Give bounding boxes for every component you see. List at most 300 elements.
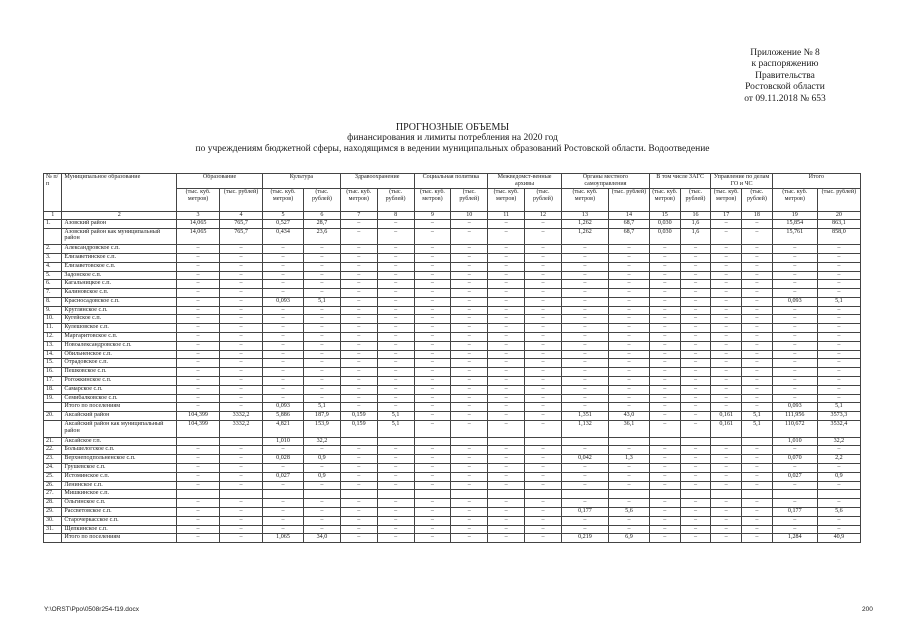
value-cell: – — [263, 333, 304, 342]
value-cell — [817, 490, 860, 499]
value-cell: – — [742, 516, 773, 525]
column-number: 17 — [711, 211, 742, 219]
value-cell: – — [451, 394, 488, 403]
value-cell: 23,6 — [303, 228, 340, 245]
value-cell: – — [649, 525, 680, 534]
value-cell: 36,1 — [608, 421, 649, 438]
value-cell: – — [742, 464, 773, 473]
value-cell: – — [303, 271, 340, 280]
row-number: 28. — [44, 499, 62, 508]
value-cell: – — [340, 297, 377, 306]
value-cell: 43,0 — [608, 412, 649, 421]
table-row — [44, 499, 861, 508]
table-row — [44, 341, 861, 350]
value-cell: – — [561, 472, 608, 481]
row-number: 27. — [44, 490, 62, 499]
value-cell: – — [414, 315, 451, 324]
value-cell: – — [451, 324, 488, 333]
value-cell: – — [608, 341, 649, 350]
value-cell: – — [525, 446, 562, 455]
value-cell: – — [817, 377, 860, 386]
value-cell: – — [772, 253, 817, 262]
value-cell: – — [177, 341, 220, 350]
value-cell: – — [220, 333, 263, 342]
value-cell: – — [220, 508, 263, 517]
value-cell: – — [772, 377, 817, 386]
value-cell: – — [561, 324, 608, 333]
value-cell: – — [649, 297, 680, 306]
header-unit: (тыс. рублей) — [817, 188, 860, 211]
municipality-name: Итого по поселениям — [62, 534, 177, 543]
value-cell: – — [377, 271, 414, 280]
value-cell: – — [817, 315, 860, 324]
value-cell: – — [488, 377, 525, 386]
value-cell: – — [263, 324, 304, 333]
value-cell: – — [177, 280, 220, 289]
value-cell: – — [263, 350, 304, 359]
value-cell: – — [742, 333, 773, 342]
row-number — [44, 228, 62, 245]
value-cell: – — [263, 315, 304, 324]
row-number: 23. — [44, 455, 62, 464]
value-cell: – — [711, 306, 742, 315]
value-cell: – — [451, 385, 488, 394]
value-cell: – — [772, 333, 817, 342]
value-cell: – — [263, 280, 304, 289]
value-cell: – — [303, 377, 340, 386]
value-cell: – — [711, 516, 742, 525]
value-cell: – — [817, 341, 860, 350]
value-cell: 3573,3 — [817, 412, 860, 421]
footer-page-number: 200 — [862, 606, 873, 613]
value-cell: – — [817, 516, 860, 525]
value-cell: – — [414, 508, 451, 517]
value-cell: – — [303, 289, 340, 298]
value-cell: – — [817, 464, 860, 473]
value-cell: – — [711, 253, 742, 262]
value-cell — [414, 437, 451, 446]
value-cell: – — [680, 516, 711, 525]
value-cell: 0,093 — [263, 403, 304, 412]
appendix-line: Приложение № 8 — [750, 48, 820, 58]
value-cell: – — [817, 289, 860, 298]
row-number: 26. — [44, 481, 62, 490]
value-cell: – — [340, 525, 377, 534]
value-cell: – — [711, 403, 742, 412]
value-cell: – — [488, 341, 525, 350]
value-cell: – — [414, 280, 451, 289]
value-cell: – — [377, 499, 414, 508]
value-cell: 3332,2 — [220, 421, 263, 438]
value-cell: – — [742, 306, 773, 315]
value-cell: – — [177, 359, 220, 368]
value-cell: – — [525, 289, 562, 298]
value-cell — [177, 490, 220, 499]
value-cell: – — [649, 262, 680, 271]
value-cell: – — [263, 508, 304, 517]
value-cell: – — [220, 385, 263, 394]
column-number: 4 — [220, 211, 263, 219]
value-cell: – — [220, 245, 263, 254]
row-number: 12. — [44, 333, 62, 342]
value-cell: – — [711, 377, 742, 386]
value-cell: – — [414, 499, 451, 508]
value-cell: – — [608, 403, 649, 412]
value-cell: – — [680, 253, 711, 262]
value-cell: – — [649, 341, 680, 350]
value-cell: 1,6 — [680, 219, 711, 228]
value-cell: – — [488, 315, 525, 324]
value-cell: – — [414, 421, 451, 438]
value-cell: – — [608, 368, 649, 377]
municipality-name: Аксайский район как муниципальный район — [62, 421, 177, 438]
value-cell: – — [680, 472, 711, 481]
value-cell: – — [220, 324, 263, 333]
row-number: 13. — [44, 341, 62, 350]
value-cell: – — [649, 359, 680, 368]
value-cell: – — [680, 315, 711, 324]
column-number: 1 — [44, 211, 62, 219]
value-cell: – — [220, 306, 263, 315]
value-cell: – — [377, 306, 414, 315]
value-cell: – — [742, 446, 773, 455]
value-cell: – — [649, 271, 680, 280]
row-number: 18. — [44, 385, 62, 394]
value-cell — [340, 437, 377, 446]
value-cell: 32,2 — [303, 437, 340, 446]
municipality-name: Елизаветинское с.п. — [62, 253, 177, 262]
value-cell: – — [340, 446, 377, 455]
value-cell: – — [649, 455, 680, 464]
value-cell: – — [711, 472, 742, 481]
value-cell: – — [303, 464, 340, 473]
municipality-name: Ленинское с.п. — [62, 481, 177, 490]
municipality-name: Старочеркасское с.п. — [62, 516, 177, 525]
row-number: 11. — [44, 324, 62, 333]
value-cell — [303, 490, 340, 499]
value-cell: – — [525, 341, 562, 350]
footer-path: Y:\ORST\Ppo\0508r254-f19.docx — [44, 606, 140, 613]
value-cell: – — [177, 446, 220, 455]
value-cell: – — [488, 333, 525, 342]
value-cell: – — [303, 385, 340, 394]
value-cell: 1,6 — [680, 228, 711, 245]
municipality-name: Красносадовское с.п. — [62, 297, 177, 306]
row-number: 7. — [44, 289, 62, 298]
value-cell: – — [414, 333, 451, 342]
value-cell — [772, 490, 817, 499]
header-group: Итого — [772, 174, 860, 189]
value-cell — [488, 437, 525, 446]
table-row — [44, 306, 861, 315]
value-cell: – — [451, 289, 488, 298]
value-cell: 15,761 — [772, 228, 817, 245]
value-cell: – — [220, 464, 263, 473]
value-cell — [742, 490, 773, 499]
value-cell: – — [711, 262, 742, 271]
value-cell: 0,177 — [561, 508, 608, 517]
value-cell: – — [649, 324, 680, 333]
value-cell: – — [742, 525, 773, 534]
value-cell: – — [772, 289, 817, 298]
value-cell: – — [451, 421, 488, 438]
value-cell: 68,7 — [608, 228, 649, 245]
value-cell: – — [377, 280, 414, 289]
value-cell: – — [561, 341, 608, 350]
value-cell: – — [303, 333, 340, 342]
value-cell: – — [711, 508, 742, 517]
value-cell: – — [525, 385, 562, 394]
value-cell — [414, 490, 451, 499]
value-cell: 1,010 — [772, 437, 817, 446]
value-cell: – — [414, 245, 451, 254]
value-cell: – — [525, 455, 562, 464]
value-cell: – — [414, 368, 451, 377]
value-cell: 5,1 — [742, 421, 773, 438]
value-cell: 765,7 — [220, 228, 263, 245]
header-unit: (тыс. рублей) — [220, 188, 263, 211]
value-cell: – — [303, 253, 340, 262]
value-cell: – — [817, 280, 860, 289]
header-group: Межведомст-венные архивы — [488, 174, 562, 189]
municipality-name: Рассветовское с.п. — [62, 508, 177, 517]
value-cell: – — [711, 534, 742, 543]
value-cell: – — [414, 516, 451, 525]
value-cell: – — [263, 341, 304, 350]
value-cell: – — [711, 359, 742, 368]
row-number: 21. — [44, 437, 62, 446]
value-cell: – — [742, 394, 773, 403]
value-cell: – — [451, 315, 488, 324]
table-row — [44, 262, 861, 271]
column-number: 12 — [525, 211, 562, 219]
value-cell: – — [649, 289, 680, 298]
value-cell: – — [608, 333, 649, 342]
value-cell: – — [649, 508, 680, 517]
value-cell: – — [525, 280, 562, 289]
value-cell: – — [561, 262, 608, 271]
value-cell: – — [451, 280, 488, 289]
value-cell: – — [340, 341, 377, 350]
value-cell: 1,262 — [561, 228, 608, 245]
value-cell: – — [680, 455, 711, 464]
value-cell: – — [340, 359, 377, 368]
value-cell: – — [303, 499, 340, 508]
value-cell: 0,070 — [772, 455, 817, 464]
value-cell: – — [414, 341, 451, 350]
value-cell: – — [414, 403, 451, 412]
column-number: 16 — [680, 211, 711, 219]
value-cell: – — [488, 306, 525, 315]
value-cell: – — [451, 219, 488, 228]
value-cell: – — [488, 385, 525, 394]
row-number: 5. — [44, 271, 62, 280]
value-cell: – — [742, 499, 773, 508]
value-cell: – — [608, 359, 649, 368]
row-number: 16. — [44, 368, 62, 377]
value-cell: – — [817, 446, 860, 455]
value-cell: 14,065 — [177, 228, 220, 245]
value-cell: – — [772, 306, 817, 315]
value-cell: – — [608, 446, 649, 455]
value-cell: – — [742, 262, 773, 271]
value-cell: – — [451, 350, 488, 359]
value-cell: – — [263, 245, 304, 254]
value-cell: – — [680, 359, 711, 368]
table-row — [44, 253, 861, 262]
row-number: 2. — [44, 245, 62, 254]
value-cell: – — [451, 341, 488, 350]
municipality-name: Маргаритовское с.п. — [62, 333, 177, 342]
column-number: 10 — [451, 211, 488, 219]
value-cell: – — [377, 481, 414, 490]
value-cell: – — [414, 289, 451, 298]
value-cell: – — [451, 245, 488, 254]
value-cell: – — [608, 324, 649, 333]
value-cell: – — [525, 271, 562, 280]
value-cell: – — [742, 472, 773, 481]
municipality-name: Аксайское г.п. — [62, 437, 177, 446]
value-cell: – — [340, 262, 377, 271]
value-cell: – — [488, 464, 525, 473]
value-cell: – — [561, 446, 608, 455]
value-cell: – — [817, 394, 860, 403]
value-cell: – — [414, 455, 451, 464]
value-cell: – — [561, 403, 608, 412]
value-cell: – — [414, 472, 451, 481]
value-cell: – — [680, 297, 711, 306]
value-cell: – — [742, 315, 773, 324]
value-cell: – — [377, 464, 414, 473]
value-cell: – — [377, 516, 414, 525]
value-cell: – — [340, 516, 377, 525]
value-cell: – — [680, 306, 711, 315]
value-cell: – — [451, 271, 488, 280]
header-unit: (тыс. куб. метров) — [561, 188, 608, 211]
value-cell: 153,9 — [303, 421, 340, 438]
value-cell: – — [680, 394, 711, 403]
value-cell: – — [649, 421, 680, 438]
value-cell: – — [263, 464, 304, 473]
value-cell: – — [451, 333, 488, 342]
value-cell: – — [303, 394, 340, 403]
value-cell: – — [817, 350, 860, 359]
value-cell: – — [561, 385, 608, 394]
value-cell: 5,1 — [377, 421, 414, 438]
value-cell: – — [525, 377, 562, 386]
value-cell: 0,030 — [649, 219, 680, 228]
column-number: 11 — [488, 211, 525, 219]
value-cell: – — [680, 508, 711, 517]
value-cell: – — [561, 394, 608, 403]
value-cell: – — [340, 245, 377, 254]
value-cell: – — [525, 464, 562, 473]
row-number: 14. — [44, 350, 62, 359]
value-cell — [377, 490, 414, 499]
header-unit: (тыс. рублей) — [303, 188, 340, 211]
value-cell: – — [263, 446, 304, 455]
row-number: 22. — [44, 446, 62, 455]
value-cell: – — [742, 245, 773, 254]
value-cell: 14,065 — [177, 219, 220, 228]
value-cell: – — [817, 253, 860, 262]
value-cell: 1,010 — [263, 437, 304, 446]
column-number: 5 — [263, 211, 304, 219]
value-cell: – — [220, 377, 263, 386]
value-cell: 0,030 — [649, 228, 680, 245]
value-cell: 863,1 — [817, 219, 860, 228]
value-cell: – — [817, 368, 860, 377]
value-cell: – — [303, 262, 340, 271]
value-cell: – — [608, 245, 649, 254]
value-cell: – — [561, 297, 608, 306]
value-cell: – — [340, 280, 377, 289]
value-cell: – — [649, 412, 680, 421]
value-cell: – — [177, 315, 220, 324]
column-number: 19 — [772, 211, 817, 219]
value-cell: – — [711, 446, 742, 455]
municipality-name: Задонское с.п. — [62, 271, 177, 280]
header-group: Здравоохранение — [340, 174, 414, 189]
value-cell: – — [340, 464, 377, 473]
value-cell: – — [561, 315, 608, 324]
value-cell — [451, 437, 488, 446]
value-cell: – — [817, 385, 860, 394]
value-cell: 187,9 — [303, 412, 340, 421]
value-cell: – — [772, 280, 817, 289]
value-cell — [451, 490, 488, 499]
value-cell: 111,956 — [772, 412, 817, 421]
value-cell — [340, 490, 377, 499]
value-cell: – — [608, 385, 649, 394]
value-cell: – — [680, 341, 711, 350]
value-cell: – — [525, 421, 562, 438]
value-cell: – — [525, 297, 562, 306]
value-cell: – — [220, 516, 263, 525]
value-cell: – — [649, 306, 680, 315]
value-cell: – — [488, 219, 525, 228]
appendix-line: от 09.11.2018 № 653 — [744, 93, 826, 104]
row-number: 9. — [44, 306, 62, 315]
value-cell: – — [220, 499, 263, 508]
value-cell — [742, 437, 773, 446]
value-cell: 40,9 — [817, 534, 860, 543]
row-number: 8. — [44, 297, 62, 306]
value-cell: – — [220, 368, 263, 377]
value-cell: – — [649, 394, 680, 403]
value-cell: – — [177, 481, 220, 490]
municipality-name: Истоминское с.п. — [62, 472, 177, 481]
value-cell: – — [817, 271, 860, 280]
value-cell: – — [772, 324, 817, 333]
value-cell: – — [608, 306, 649, 315]
value-cell: 0,159 — [340, 412, 377, 421]
value-cell: – — [414, 464, 451, 473]
value-cell: 110,672 — [772, 421, 817, 438]
value-cell: – — [414, 359, 451, 368]
value-cell: – — [649, 377, 680, 386]
value-cell: – — [340, 324, 377, 333]
value-cell: – — [303, 315, 340, 324]
value-cell: – — [488, 516, 525, 525]
value-cell: – — [525, 306, 562, 315]
value-cell: – — [451, 297, 488, 306]
value-cell: – — [220, 359, 263, 368]
value-cell: 0,027 — [772, 472, 817, 481]
value-cell: – — [488, 324, 525, 333]
value-cell: – — [525, 394, 562, 403]
value-cell: – — [220, 341, 263, 350]
